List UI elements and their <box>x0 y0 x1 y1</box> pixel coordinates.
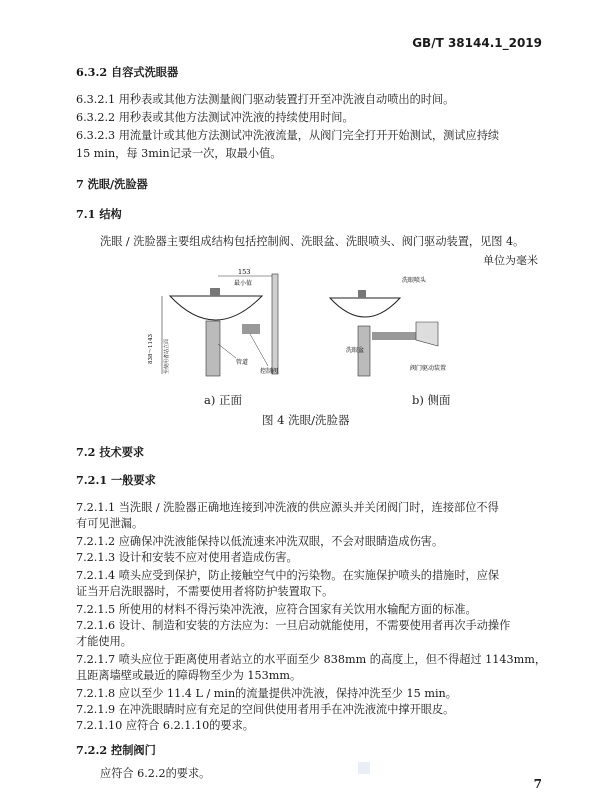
caption-b: b) 侧面 <box>412 393 451 407</box>
text-line: 有可见泄漏。 <box>76 517 144 530</box>
text-line: 7.2.1.8 应以至少 11.4 L / min的流量提供冲洗液，保持冲洗至少 15 min。 <box>76 687 457 700</box>
figure-caption: 图 4 洗眼/洗脸器 <box>262 413 350 427</box>
leader-pipe <box>218 344 236 358</box>
text-line: 才能使用。 <box>76 635 132 648</box>
standard-code: GB/T 38144.1_2019 <box>412 36 542 50</box>
basin-label: 洗眼盆 <box>346 347 365 354</box>
text-line: 7.1 结构 <box>76 207 122 221</box>
pipe-label: 管道 <box>236 359 249 366</box>
side-basin <box>330 298 400 317</box>
text-line: 7.2.1.5 所使用的材料不得污染冲洗液，应符合国家有关饮用水输配方面的标准。 <box>76 603 477 616</box>
caption-a: a) 正面 <box>204 393 242 407</box>
front-valve <box>242 324 260 334</box>
front-nozzle <box>210 288 220 296</box>
text-line: 7.2.1.1 当洗眼 / 洗脸器正确地连接到冲洗液的供应源头并关闭阀门时，连接部位不得 <box>76 501 499 514</box>
text-line: 6.3.2.2 用秒表或其他方法测试冲洗液的持续使用时间。 <box>76 111 354 124</box>
control-valve-label: 控制阀 <box>260 368 279 375</box>
text-line: 7.2.1.4 喷头应受到保护，防止接触空气中的污染物。在实施保护喷头的措施时，应保 <box>76 569 500 582</box>
front-basin <box>170 296 262 320</box>
text-line: 7 洗眼/洗脸器 <box>76 177 148 191</box>
min-value-label: 最小值 <box>234 280 253 287</box>
text-line: 7.2.1.7 喷头应位于距离使用者站立的水平面至少 838mm 的高度上，但不得超过 1143mm， <box>76 653 547 666</box>
text-line: 且距离墙壁或最近的障碍物至少为 153mm。 <box>76 669 302 682</box>
front-pipe <box>206 321 220 376</box>
text-line: 6.3.2.3 用流量计或其他方法测试冲洗液流量，从阀门完全打开开始测试，测试应持续 <box>76 129 500 142</box>
text-line: 15 min，每 3min记录一次，取最小值。 <box>76 147 282 160</box>
side-valve-arm <box>372 332 416 340</box>
text-line: 7.2.1 一般要求 <box>76 473 156 487</box>
wall-hatch <box>272 274 278 374</box>
text-line: 证当开启洗眼器时，不需要使用者将防护装置取下。 <box>76 585 334 598</box>
dim-153: 153 <box>238 268 251 276</box>
figure-4-eyewash <box>140 266 470 386</box>
text-line: 7.2.2 控制阀门 <box>76 743 156 757</box>
dim-838-1143: 838～1143 <box>148 334 154 364</box>
eyewash-drawing <box>140 266 470 386</box>
valve-driver-label: 阀门驱动装置 <box>410 365 447 372</box>
nozzle-label: 洗眼喷头 <box>402 277 427 284</box>
side-nozzle <box>358 290 366 298</box>
text-line: 7.2.1.2 应确保冲洗液能保持以低流速来冲洗双眼，不会对眼睛造成伤害。 <box>76 535 444 548</box>
unit-note: 单位为毫米 <box>483 254 538 267</box>
text-line: 7.2.1.3 设计和安装不应对使用者造成伤害。 <box>76 551 298 564</box>
page-number: 7 <box>533 777 542 791</box>
text-line: 应符合 6.2.2的要求。 <box>100 767 211 780</box>
text-line: 7.2.1.6 设计、制造和安装的方法应为：一旦启动就能使用，不需要使用者再次手动操作 <box>76 619 511 632</box>
text-line: 7.2.1.9 在冲洗眼睛时应有充足的空间供使用者用手在冲洗液流中撑开眼皮。 <box>76 703 455 716</box>
leader-valve <box>250 334 268 366</box>
valve-driver <box>416 322 438 346</box>
text-line: 7.2 技术要求 <box>76 445 145 459</box>
text-line: 6.3.2.1 用秒表或其他方法测量阀门驱动装置打开至冲洗液自动喷出的时间。 <box>76 93 455 106</box>
height-note: 至使用者站立面 <box>164 338 170 374</box>
scan-mark <box>358 762 370 774</box>
text-line: 6.3.2 自容式洗眼器 <box>76 65 179 79</box>
text-line: 洗眼 / 洗脸器主要组成结构包括控制阀、洗眼盆、洗眼喷头、阀门驱动装置，见图 4。 <box>100 235 525 248</box>
text-line: 7.2.1.10 应符合 6.2.1.10的要求。 <box>76 719 254 732</box>
